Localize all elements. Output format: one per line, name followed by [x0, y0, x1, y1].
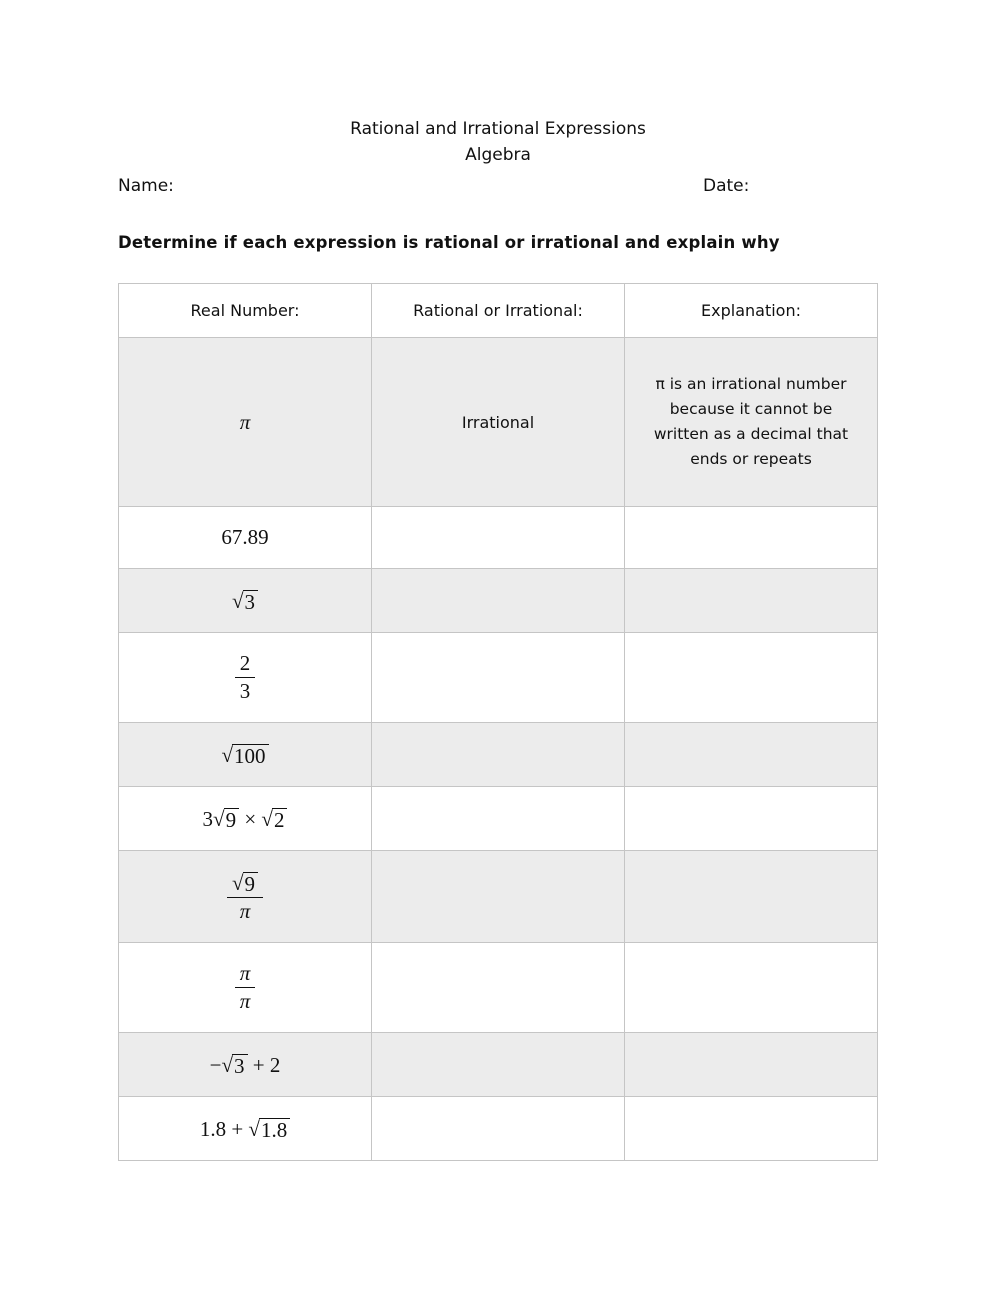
explanation-cell[interactable] [625, 507, 878, 569]
fraction-denominator [240, 988, 251, 1012]
table-row [119, 633, 878, 723]
expression [240, 410, 251, 434]
radical-sign-icon: √ [221, 1053, 233, 1077]
table-row [119, 338, 878, 507]
expression [210, 1053, 281, 1077]
sqrt-radical [232, 589, 258, 613]
table-row [119, 1033, 878, 1097]
explanation-cell[interactable] [625, 723, 878, 787]
explanation-cell[interactable] [625, 787, 878, 851]
table-row [119, 723, 878, 787]
expression-cell [119, 338, 372, 507]
sqrt-radical [213, 807, 239, 831]
math-text: − [209, 1053, 222, 1077]
sqrt-radical [248, 1117, 290, 1141]
math-text: × [239, 807, 262, 831]
table-row [119, 851, 878, 943]
radicand: 1.8 [259, 1118, 290, 1141]
answer-cell[interactable] [372, 1097, 625, 1161]
table-row [119, 943, 878, 1033]
explanation-cell[interactable] [625, 851, 878, 943]
answer-cell[interactable] [372, 943, 625, 1033]
explanation-cell[interactable] [625, 1097, 878, 1161]
radicand: 9 [243, 872, 259, 895]
sqrt-radical [221, 1053, 247, 1077]
expression-cell [119, 633, 372, 723]
expression-cell [119, 787, 372, 851]
math-text: + 2 [247, 1053, 281, 1077]
radical-sign-icon: √ [248, 1117, 259, 1141]
worksheet-header [118, 116, 878, 168]
expression [227, 871, 263, 923]
expression-cell [119, 943, 372, 1033]
expression-cell [119, 1033, 372, 1097]
worksheet-subtitle: Algebra [465, 145, 531, 165]
math-symbol: π [239, 989, 251, 1013]
sqrt-radical [261, 807, 287, 831]
math-symbol: π [239, 899, 251, 923]
math-symbol: π [239, 409, 251, 434]
radicand: 2 [272, 808, 288, 831]
radicand: 3 [243, 590, 259, 613]
radical-sign-icon: √ [231, 589, 243, 613]
expression [200, 1117, 290, 1141]
answer-cell[interactable] [372, 723, 625, 787]
expression-cell [119, 569, 372, 633]
fraction-denominator [240, 898, 251, 922]
explanation-cell[interactable] [625, 1033, 878, 1097]
date-label: Date: [703, 176, 750, 196]
expressions-table [118, 283, 878, 1161]
answer-cell[interactable] [372, 569, 625, 633]
explanation-text: π is an irrational number because it cannot be written as a decimal that ends or repeats [653, 375, 849, 468]
expression-cell [119, 507, 372, 569]
explanation-cell [625, 338, 878, 507]
answer-cell[interactable] [372, 1033, 625, 1097]
expression [235, 961, 256, 1013]
worksheet-title: Rational and Irrational Expressions [350, 119, 646, 139]
answer-cell[interactable] [372, 787, 625, 851]
expression [221, 743, 268, 767]
math-symbol: π [239, 961, 251, 985]
table-row [119, 787, 878, 851]
radical-sign-icon: √ [261, 807, 272, 831]
math-text: 67.89 [221, 525, 269, 549]
expressions-table-body [119, 338, 878, 1161]
expression-cell [119, 851, 372, 943]
table-row [119, 507, 878, 569]
expression [232, 589, 258, 613]
radicand: 100 [232, 744, 269, 767]
explanation-cell[interactable] [625, 569, 878, 633]
explanation-cell[interactable] [625, 943, 878, 1033]
table-header-row [119, 284, 878, 338]
answer-cell[interactable] [372, 851, 625, 943]
fraction [235, 963, 256, 1012]
math-text: 1.8 + [199, 1117, 249, 1141]
expression-cell [119, 723, 372, 787]
column-header-explanation: Explanation: [625, 284, 878, 338]
sqrt-radical [232, 871, 258, 895]
radical-sign-icon: √ [221, 743, 233, 767]
fraction-denominator [240, 678, 251, 702]
math-text: 3 [239, 679, 251, 703]
answer-cell[interactable] [372, 507, 625, 569]
answer-text: Irrational [461, 412, 535, 432]
fraction [227, 871, 263, 922]
radical-sign-icon: √ [231, 871, 243, 895]
answer-cell[interactable] [372, 633, 625, 723]
name-label: Name: [118, 176, 174, 196]
math-text: 3 [202, 807, 214, 831]
explanation-cell[interactable] [625, 633, 878, 723]
fraction-numerator [235, 653, 256, 678]
radicand: 3 [232, 1054, 248, 1077]
name-date-row [118, 173, 878, 199]
expression [203, 807, 288, 831]
fraction-numerator [227, 871, 263, 898]
fraction [235, 653, 256, 702]
sqrt-radical [221, 743, 268, 767]
expression-cell [119, 1097, 372, 1161]
answer-cell [372, 338, 625, 507]
instruction: Determine if each expression is rational or irrational and explain why [118, 233, 780, 252]
column-header-real-number: Real Number: [119, 284, 372, 338]
column-header-rational-or-irrational: Rational or Irrational: [372, 284, 625, 338]
radicand: 9 [224, 808, 240, 831]
table-row [119, 1097, 878, 1161]
expression [235, 651, 256, 703]
math-text: 2 [239, 651, 251, 675]
expression [221, 525, 268, 549]
table-row [119, 569, 878, 633]
fraction-numerator [235, 963, 256, 988]
radical-sign-icon: √ [213, 807, 224, 831]
